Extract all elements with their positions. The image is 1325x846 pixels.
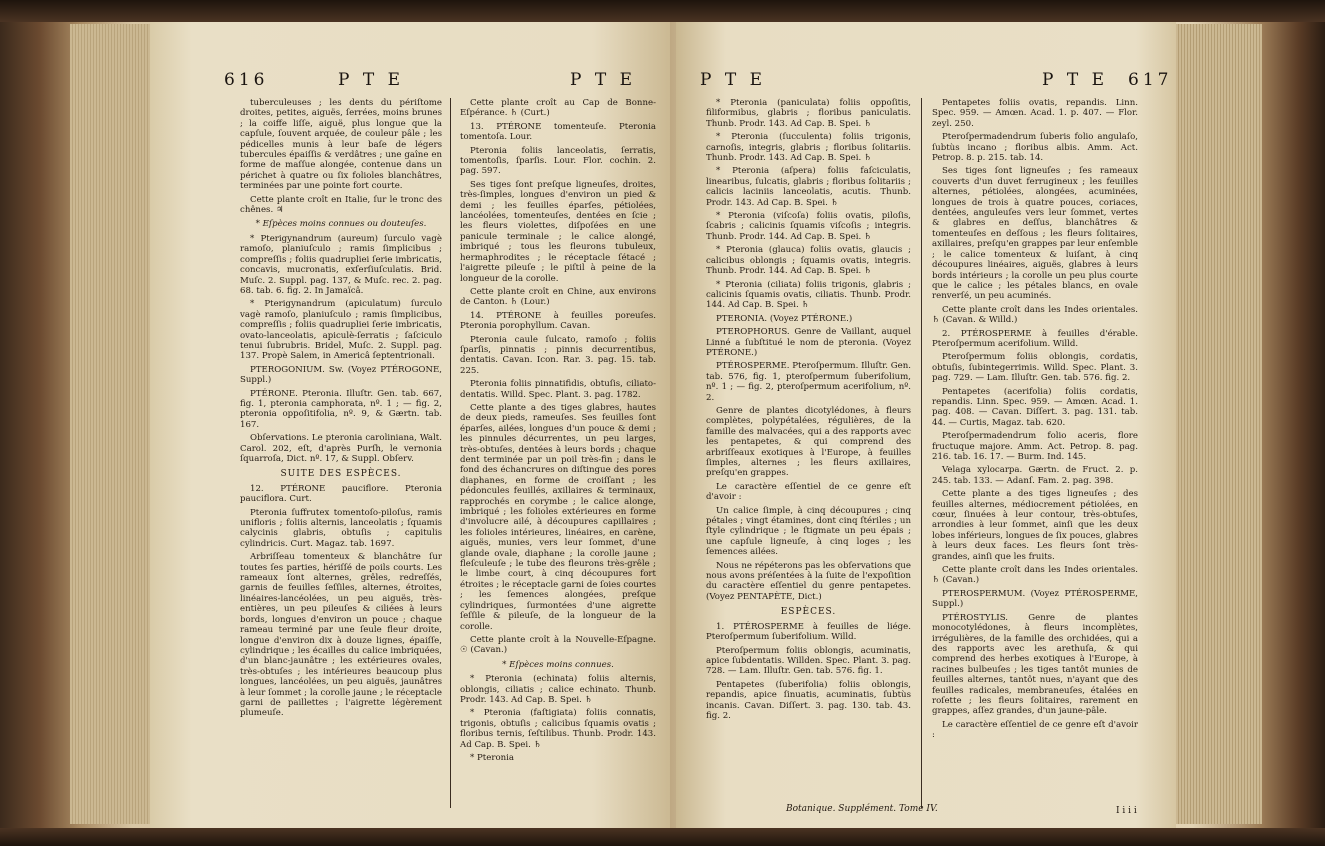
paragraph: Pentapetes (acerifolia) foliis cordatis, repandis. Linn. Spec. 959. — Amœn. Acad. 1. pag. 408. — Cavan. Diſſert. 3. pag. 131. tab. 44. — Curtis, Magaz. tab. 620. [932,386,1138,428]
paragraph: Un calice ſimple, à cinq découpures ; cinq pétales ; vingt étamines, dont cinq ſtériles ; un ſtyle cylindrique ; le ſtigmate un peu épais ; une capſule ligneuſe, à cinq loges ; les ſemences ailées. [706,505,911,558]
left-page [150,22,670,828]
paragraph: * Pteronia (ſucculenta) foliis trigonis, carnoſis, integris, glabris ; floribus ſolitariis. Thunb. Prodr. 143. Ad Cap. B. Spei. ♄ [706,132,911,164]
right-page [676,22,1176,828]
paragraph: Cette plante a des tiges ligneuſes ; des feuilles alternes, médiocrement pétiolées, en cœur, ſinuées à leur contour, très-obtuſes, arrondies à leur ſommet, ainſi que les deux lobes inférieurs, longues de ſix pouces, glabres à leurs deux faces. Les fleurs ſont très-grandes, ainſi que les fruits. [932,489,1138,562]
paragraph: Pteronia ſuffrutex tomentoſo-piloſus, ramis unifloris ; foliis alternis, lanceolatis ; ſquamis calycinis glabris, obtuſis ; capitulis cylindricis. Curt. Magaz. tab. 1697. [240,507,442,549]
paragraph: Cette plante croît en Chine, aux environs de Canton. ♄ (Lour.) [460,286,656,308]
column-rule [921,98,922,808]
paragraph: Pteroſpermadendrum folio aceris, flore fructuque majore. Amm. Act. Petrop. 8. pag. 216. tab. 16. 17. — Burm. Ind. 145. [932,431,1138,462]
paragraph: Cette plante croît dans les Indes orientales. ♄ (Cavan. & Willd.) [932,304,1138,326]
paragraph: Cette plante a des tiges glabres, hautes de deux pieds, rameuſes. Ses feuilles ſont éparſes, ailées, longues d'un pouce & demi ; les pinnules décurrentes, un peu larges, très-obtuſes, dentées à leurs bords ; chaque dent terminée par un poil très-fin ; dans le fond des échancrures on diſtingue des pores diaphanes, en forme de croiſſant ; les pédoncules feuillés, axillaires & terminaux, rapprochés en corymbe ; le calice alonge, imbriqué ; les folioles extérieures en forme d'involucre ailé, à découpures capillaires ; les folioles intérieures, linéaires, en carène, aiguës, munies, vers leur ſommet, d'une glande ovale, diaphane ; la corolle jaune ; fleſculeuſe ; le tube des fleurons très-grêle ; le limbe court, à cinq découpures fort étroites ; le réceptacle garni de ſoies courtes ; les ſemences alongées, preſque cylindriques, ſurmontées d'une aigrette ſeſſile & pileuſe, de la longueur de la corolle. [460,402,656,632]
paragraph: * Pterigynandrum (aureum) ſurculo vagè ramoſo, planiuſculo ; ramis ſimplicibus ; compreſſis ; foliis quadrupliei ſerie imbricatis, concavis, mucronatis, exſerſiuſculatis. Brid. Muſc. 2. Suppl. pag. 137, & Muſc. rec. 2. pag. 68. tab. 6. fig. 2. In Jamaïcâ. [240,233,442,296]
paragraph: Ses tiges ſont ligneuſes ; ſes rameaux couverts d'un duvet ferrugineux ; les feuilles alternes, pétiolées, alongées, acuminées, longues de trois à quatre pouces, coriaces, dentées, anguleuſes vers leur ſommet, vertes & glabres en deſſus, blanchâtres & tomenteuſes en deſſous ; les fleurs ſolitaires, axillaires, preſqu'en grappes par leur enſemble ; le calice tomenteux & luiſant, à cinq découpures linéaires, aiguës, glabres à leurs bords intérieurs ; la corolle un peu plus courte que le calice ; les pétales blancs, en ovale renverſé, un peu acuminés. [932,166,1138,302]
paragraph: Cette plante croît à la Nouvelle-Eſpagne. ☉ (Cavan.) [460,634,656,656]
left-column-1 [240,98,442,722]
running-head: P T E [570,70,636,90]
paragraph: Pteroſpermadendrum ſuberis folio angulaſo, ſubtùs incano ; floribus albis. Amm. Act. Petrop. 8. p. 215. tab. 14. [932,132,1138,164]
page-number-right: 617 [1128,70,1173,90]
paragraph: Genre de plantes dicotylédones, à fleurs complètes, polypétalées, régulières, de la famille des malvacées, qui a des rapports avec les pentapetes, & qui comprend des arbriſſeaux exotiques à l'Europe, à feuilles ſimples, alternes ; les fleurs axillaires, preſqu'en grappes. [706,405,911,479]
paragraph: Pteronia caule ſulcato, ramoſo ; foliis ſparſis, pinnatis ; pinnis decurrentibus, dentatis. Cavan. Icon. Rar. 3. pag. 15. tab. 225. [460,334,656,376]
running-head: P T E [1042,70,1108,90]
paragraph: * Pterigynandrum (apiculatum) ſurculo vagè ramoſo, planiuſculo ; ramis ſimplicibus, compreſſis ; foliis quadrupliei ſerie imbricatis, ovato-lanceolatis, apiculè-ſerratis ; ſaſciculo tenui ſubrubris. Bridel, Muſc. 2. Suppl. pag. 137. Propè Salem, in Americâ ſeptentrionali. [240,299,442,362]
paragraph: * Pteronia (aſpera) foliis faſciculatis, linearibus, ſulcatis, glabris ; floribus ſolitariis ; calicis laciniis lanceolatis, acutis. Thunb. Prodr. 143. Ad Cap. B. Spei. ♄ [706,166,911,208]
paragraph: * Pteronia (paniculata) foliis oppoſitis, filiformibus, glabris ; floribus paniculatis. Thunb. Prodr. 143. Ad Cap. B. Spei. ♄ [706,98,911,129]
paragraph: SUITE DES ESPÈCES. [280,469,402,480]
book-cover-bottom [0,828,1325,846]
paragraph: PTEROSPERMUM. (Voyez PTÉROSPERME, Suppl.) [932,588,1138,610]
paragraph: Obſervations. Le pteronia caroliniana, Walt. Carol. 202, eſt, d'après Purſh, le vernonia ſquarroſa, Dict. nº. 17, & Suppl. Obſerv. [240,433,442,464]
paragraph: 14. PTÉRONE à feuilles poreuſes. Pteronia porophyllum. Cavan. [460,310,656,332]
paragraph: PTÉROSPERME. Pteroſpermum. Illuſtr. Gen. tab. 576, fig. 1, pteroſpermum ſuberifolium, nº. 1 ; — fig. 2, pteroſpermum acerifolium, nº. 2. [706,361,911,403]
signature-mark: I i i i [1116,806,1137,816]
paragraph: Cette plante croît au Cap de Bonne-Eſpérance. ♄ (Curt.) [460,98,656,119]
column-rule [450,98,451,808]
page-number-left: 616 [224,70,269,90]
paragraph: * Pteronia (viſcoſa) foliis ovatis, piloſis, ſcabris ; calicinis ſquamis viſcoſis ; integris. Thunb. Prodr. 144. Ad Cap. B. Spei. ♄ [706,211,911,242]
paragraph: Le caractère eſſentiel de ce genre eſt d'avoir : [932,719,1138,741]
page-footer: Botanique. Supplément. Tome IV. [786,804,938,814]
paragraph: 1. PTÉROSPERME à feuilles de liége. Pteroſpermum ſuberifolium. Willd. [706,621,911,643]
paragraph: * Eſpèces moins connues. [502,659,614,670]
paragraph: ESPÈCES. [780,607,837,618]
paragraph: Nous ne répéterons pas les obſervations que nous avons préſentées à la ſuite de l'expoſition du caractère eſſentiel du genre pentapetes. (Voyez PENTAPÈTE, Dict.) [706,560,911,602]
paragraph: PTEROGONIUM. Sw. (Voyez PTÉROGONE, Suppl.) [240,364,442,386]
paragraph: Cette plante croît en Italie, ſur le tronc des chênes. ♃ [240,194,442,216]
left-column-2 [460,98,656,766]
paragraph: tuberculeuses ; les dents du périſtome droites, petites, aiguës, ſerrées, moins brunes ; la coiffe liſſe, aiguë, plus longue que la capſule, ſouvent arquée, de couleur pâle ; les pédicelles munis à leur baſe de légers tubercules épaiſſis & verdâtres ; une gaîne en forme de maſſue alongée, contenue dans un périchet à quatre ou ſix folioles blanchâtres, terminées par une pointe fort courte. [240,98,442,192]
paragraph: Arbriſſeau tomenteux & blanchâtre ſur toutes ſes parties, hériſſé de poils courts. Les rameaux ſont alternes, grêles, redreſſés, garnis de feuilles ſeſſiles, alternes, étroites, linéaires-lancéolées, un peu aiguës, très-entières, un peu pileuſes & ciliées à leurs bords, longues d'environ un pouce ; chaque rameau terminé par une ſeule fleur droite, longue d'environ dix à douze lignes, épaiſſe, cylindrique ; les écailles du calice imbriquées, d'un blanc-jaunâtre ; les extérieures ovales, très-obtuſes ; les intérieures beaucoup plus longues, lancéolées, un peu aiguës, jaunâtres à leur ſommet ; la corolle jaune ; le réceptacle garni de paillettes ; l'aigrette légèrement plumeuſe. [240,552,442,719]
paragraph: * Pteronia (faſtigiata) foliis connatis, trigonis, obtuſis ; calicibus ſquamis ovatis ; floribus ternis, ſeſtilibus. Thunb. Prodr. 143. Ad Cap. B. Spei. ♄ [460,708,656,750]
paragraph: PTEROPHORUS. Genre de Vaillant, auquel Linné a ſubſtitué le nom de pteronia. (Voyez PTÉRONE.) [706,327,911,358]
right-column-1 [706,98,911,724]
right-column-2 [932,98,1138,744]
book-cover-top [0,0,1325,22]
paragraph: Le caractère eſſentiel de ce genre eſt d'avoir : [706,481,911,503]
paragraph: Pteronia foliis pinnatifidis, obtuſis, ciliato-dentatis. Willd. Spec. Plant. 3. pag. 1782. [460,379,656,400]
paragraph: Pentapetes (ſuberifolia) foliis oblongis, repandis, apice ſinuatis, acuminatis, ſubtùs incanis. Cavan. Diſſert. 3. pag. 130. tab. 43. fig. 2. [706,679,911,721]
paragraph: Cette plante croît dans les Indes orientales. ♄ (Cavan.) [932,565,1138,586]
paragraph: 13. PTÉRONE tomenteuſe. Pteronia tomentoſa. Lour. [460,121,656,143]
paragraph: Pentapetes foliis ovatis, repandis. Linn. Spec. 959. — Amœn. Acad. 1. p. 407. — Flor. zeyl. 250. [932,98,1138,129]
paragraph: * Eſpèces moins connues ou douteuſes. [255,219,427,230]
paragraph: * Pteronia (echinata) foliis alternis, oblongis, ciliatis ; calice echinato. Thunb. Prodr. 143. Ad Cap. B. Spei. ♄ [460,674,656,705]
paragraph: Pteronia foliis lanceolatis, ſerratis, tomentoſis, ſparſis. Lour. Flor. cochin. 2. pag. 597. [460,145,656,177]
paragraph: Pteroſpermum foliis oblongis, acuminatis, apice ſubdentatis. Willden. Spec. Plant. 3. pag. 728. — Lam. Illuſtr. Gen. tab. 576. fig. 1. [706,645,911,677]
page-edges-left [70,24,152,824]
paragraph: Pteroſpermum foliis oblongis, cordatis, obtuſis, ſubintegerrimis. Willd. Spec. Plant. 3. pag. 729. — Lam. Illuſtr. Gen. tab. 576. fig. 2. [932,352,1138,384]
paragraph: PTERONIA. (Voyez PTÉRONE.) [716,313,853,324]
paragraph: * Pteronia (ciliata) foliis trigonis, glabris ; calicinis ſquamis ovatis, ciliatis. Thunb. Prodr. 144. Ad Cap. B. Spei. ♄ [706,279,911,311]
paragraph: Velaga xylocarpa. Gærtn. de Fruct. 2. p. 245. tab. 133. — Adanſ. Fam. 2. pag. 398. [932,465,1138,486]
paragraph: 12. PTÉRONE pauciflore. Pteronia pauciflora. Curt. [240,483,442,505]
paragraph: PTÉRONE. Pteronia. Illuſtr. Gen. tab. 667, fig. 1, pteronia camphorata, nº. 1 ; — fig. 2, pteronia oppoſitifolia, nº. 9, & Gærtn. tab. 167. [240,388,442,430]
page-edges-right [1176,24,1262,824]
running-head: P T E [700,70,766,90]
running-head: P T E [338,70,404,90]
paragraph: 2. PTÉROSPERME à feuilles d'érable. Pteroſpermum acerifolium. Willd. [932,328,1138,349]
paragraph: * Pteronia (glauca) foliis ovatis, glaucis ; calicibus oblongis ; ſquamis ovatis, integris. Thunb. Prodr. 144. Ad Cap. B. Spei. ♄ [706,245,911,277]
paragraph: Ses tiges ſont preſque ligneuſes, droites, très-ſimples, longues d'environ un pied & demi ; les feuilles éparſes, pétiolées, lancéolées, tomenteuſes, dentées en ſcie ; les fleurs violettes, diſpoſées en une panicule terminale ; le calice alongé, imbriqué ; tous les fleurons tubuleux, hermaphrodites ; le réceptacle ſétacé ; l'aigrette pileuſe ; le piſtil à peine de la longueur de la corolle. [460,179,656,284]
paragraph: * Pteronia [470,752,515,763]
paragraph: PTÉROSTYLIS. Genre de plantes monocotylédones, à fleurs incomplètes, irrégulières, de la famille des orchidées, qui a des rapports avec les arethuſa, & qui comprend des herbes exotiques à l'Europe, à racines bulbeuſes ; les tiges tantôt munies de feuilles alternes, tantôt nues, n'ayant que des feuilles radicales, membraneuſes, étalées en roſette ; les fleurs ſolitaires, rarement en grappes, aſſez grandes, d'un jaune-pâle. [932,612,1138,717]
